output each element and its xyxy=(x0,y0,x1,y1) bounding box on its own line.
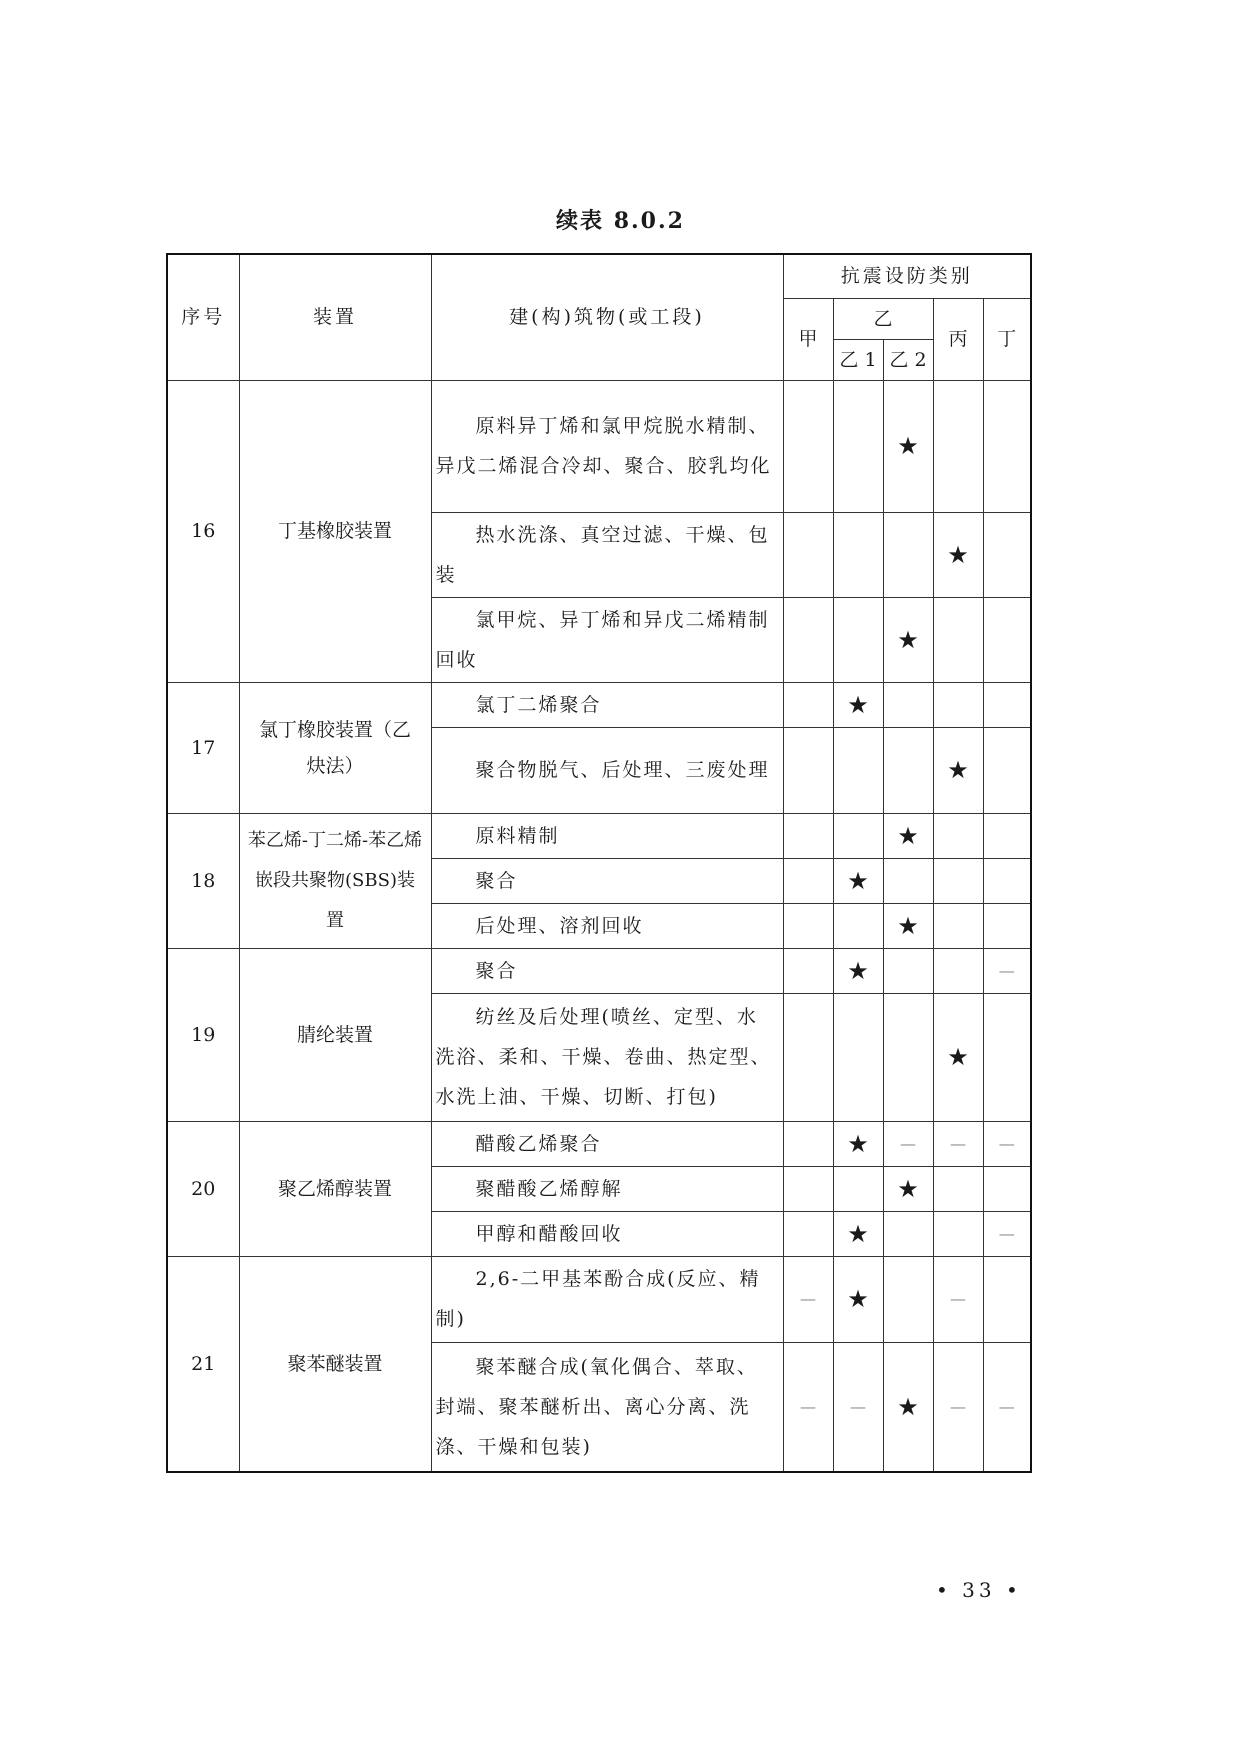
row-item: 2,6-二甲基苯酚合成(反应、精制) xyxy=(435,1268,761,1330)
header-building: 建(构)筑物(或工段) xyxy=(431,254,783,380)
row-item: 后处理、溶剂回收 xyxy=(475,914,644,937)
header-bing: 丙 xyxy=(933,298,983,380)
dash-mark: — xyxy=(933,1342,983,1472)
row-item: 聚合 xyxy=(475,869,518,892)
star-mark: ★ xyxy=(883,597,933,682)
row-no: 19 xyxy=(167,948,239,1121)
row-device: 丁基橡胶装置 xyxy=(239,380,431,682)
row-item: 醋酸乙烯聚合 xyxy=(475,1132,602,1155)
header-category: 抗震设防类别 xyxy=(783,254,1031,298)
row-item: 原料精制 xyxy=(475,824,560,847)
star-mark: ★ xyxy=(883,380,933,512)
dash-mark: — xyxy=(883,1121,933,1166)
table-title: 续表 8.0.2 xyxy=(556,208,685,234)
dash-mark: — xyxy=(783,1256,833,1342)
star-mark: ★ xyxy=(933,727,983,813)
header-yi1: 乙 1 xyxy=(833,339,883,380)
row-item: 氯丁二烯聚合 xyxy=(475,693,602,716)
dash-mark: — xyxy=(933,1121,983,1166)
table-row xyxy=(167,380,1031,512)
dash-mark: — xyxy=(783,1342,833,1472)
star-mark: ★ xyxy=(833,1121,883,1166)
star-mark: ★ xyxy=(933,512,983,597)
row-item: 热水洗涤、真空过滤、干燥、包装 xyxy=(435,523,770,586)
header-yi2: 乙 2 xyxy=(883,339,933,380)
header-yi: 乙 xyxy=(833,298,933,339)
table-row xyxy=(167,1121,1031,1166)
star-mark: ★ xyxy=(883,1166,933,1211)
row-device: 苯乙烯-丁二烯-苯乙烯嵌段共聚物(SBS)装置 xyxy=(239,813,431,948)
star-mark: ★ xyxy=(933,993,983,1121)
row-item: 原料异丁烯和氯甲烷脱水精制、异戊二烯混合冷却、聚合、胶乳均化 xyxy=(435,415,772,477)
row-device: 聚苯醚装置 xyxy=(239,1256,431,1472)
row-no: 20 xyxy=(167,1121,239,1256)
header-device: 装置 xyxy=(239,254,431,380)
row-item: 聚醋酸乙烯醇解 xyxy=(475,1177,623,1200)
dash-mark: — xyxy=(983,1211,1031,1256)
star-mark: ★ xyxy=(833,1211,883,1256)
table-row xyxy=(167,813,1031,858)
row-item: 纺丝及后处理(喷丝、定型、水洗浴、柔和、干燥、卷曲、热定型、水洗上油、干燥、切断、打包) xyxy=(435,1006,772,1108)
star-mark: ★ xyxy=(833,682,883,727)
table-row xyxy=(167,682,1031,727)
star-mark: ★ xyxy=(833,948,883,993)
dash-mark: — xyxy=(833,1342,883,1472)
seismic-category-table xyxy=(166,253,1032,1473)
row-item: 聚苯醚合成(氧化偶合、萃取、封端、聚苯醚析出、离心分离、洗涤、干燥和包装) xyxy=(435,1355,758,1458)
row-item: 甲醇和醋酸回收 xyxy=(475,1222,623,1245)
star-mark: ★ xyxy=(833,858,883,903)
row-device: 氯丁橡胶装置（乙炔法） xyxy=(239,682,431,813)
table-row xyxy=(167,1256,1031,1342)
row-no: 17 xyxy=(167,682,239,813)
row-item: 聚合 xyxy=(475,959,518,982)
star-mark: ★ xyxy=(883,813,933,858)
row-device: 聚乙烯醇装置 xyxy=(239,1121,431,1256)
table-row xyxy=(167,948,1031,993)
row-no: 18 xyxy=(167,813,239,948)
row-device: 腈纶装置 xyxy=(239,948,431,1121)
dash-mark: — xyxy=(983,948,1031,993)
dash-mark: — xyxy=(983,1121,1031,1166)
star-mark: ★ xyxy=(883,903,933,948)
header-jia: 甲 xyxy=(783,298,833,380)
dash-mark: — xyxy=(933,1256,983,1342)
star-mark: ★ xyxy=(833,1256,883,1342)
row-item: 聚合物脱气、后处理、三废处理 xyxy=(475,759,770,781)
row-item: 氯甲烷、异丁烯和异戊二烯精制回收 xyxy=(435,608,770,671)
header-no: 序号 xyxy=(167,254,239,380)
row-no: 16 xyxy=(167,380,239,682)
header-ding: 丁 xyxy=(983,298,1031,380)
row-no: 21 xyxy=(167,1256,239,1472)
page-number: • 33 • xyxy=(936,1578,1022,1602)
star-mark: ★ xyxy=(883,1342,933,1472)
dash-mark: — xyxy=(983,1342,1031,1472)
